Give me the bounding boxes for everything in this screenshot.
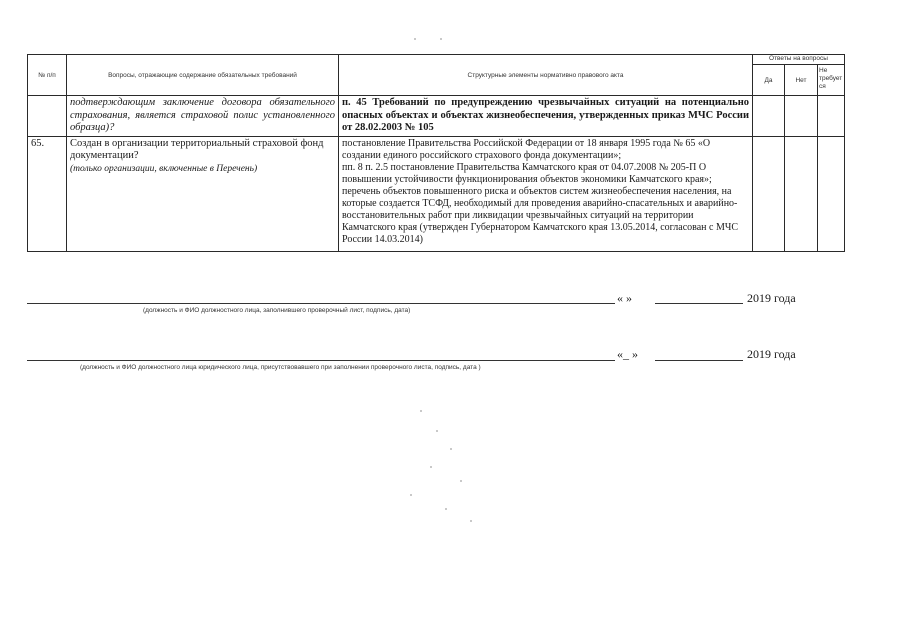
row-question-note: (только организации, включенные в Перечень) [70, 163, 258, 174]
signature-caption: (должность и ФИО должностного лица, заполнившего проверочный лист, подпись, дата) [143, 307, 411, 314]
header-not-required: Не требует ся [818, 65, 845, 96]
table-row [28, 136, 845, 251]
checklist-table [27, 54, 845, 252]
header-yes: Да [753, 65, 785, 96]
signature-line-representative[interactable] [27, 360, 615, 361]
answer-yes-cell[interactable] [753, 136, 785, 251]
row-question-cell [67, 136, 339, 251]
signature-year: 2019 года [747, 347, 796, 361]
legal-element-1: постановление Правительства Российской Федерации от 18 января 1995 года № 65 «О создании единого российского страхового фонда документации»; [342, 137, 711, 161]
row-number: 65. [28, 136, 67, 251]
legal-element-2: пп. 8 п. 2.5 постановление Правительства Камчатского края от 04.07.2008 № 205-П О повышении устойчивости функционирования объектов экономики Камчатского края»; [342, 161, 712, 185]
scan-speck [420, 410, 422, 412]
row-legal-elements: п. 45 Требований по предупреждению чрезвычайных ситуаций на потенциально опасных объектах и объектах жизнеобеспечения, утвержденных приказ МЧС России от 28.02.2003 № 105 [339, 96, 753, 137]
table-row [28, 96, 845, 137]
answer-not-required-cell[interactable] [818, 136, 845, 251]
row-legal-elements-cell [339, 136, 753, 251]
answer-not-required-cell[interactable] [818, 96, 845, 137]
scan-speck [470, 520, 472, 522]
signature-date-line[interactable] [655, 360, 743, 361]
signature-date-line[interactable] [655, 303, 743, 304]
scan-speck [445, 508, 447, 510]
header-row [28, 55, 845, 65]
signature-date-marks: « » [617, 291, 632, 305]
scan-speck [440, 38, 442, 40]
scan-speck [460, 480, 462, 482]
scan-speck [414, 38, 416, 40]
answer-no-cell[interactable] [785, 96, 818, 137]
scan-speck [430, 466, 432, 468]
header-answers: Ответы на вопросы [753, 55, 845, 65]
row-number [28, 96, 67, 137]
header-num: № п/п [28, 55, 67, 96]
scan-speck [450, 448, 452, 450]
signature-line-inspector[interactable] [27, 303, 615, 304]
row-question: подтверждающим заключение договора обязательного страхования, является страховой полис установленного образца)? [67, 96, 339, 137]
signature-year: 2019 года [747, 291, 796, 305]
header-no: Нет [785, 65, 818, 96]
signature-caption: (должность и ФИО должностного лица юридического лица, присутствовавшего при заполнении проверочного листа, подпись, дата ) [80, 364, 481, 371]
legal-element-3: перечень объектов повышенного риска и объектов систем жизнеобеспечения населения, на которые создается ТСФД, необходимый для проведения аварийно-спасательных и аварийно-восстановительных работ при ликвидации чрезвычайных ситуаций на территории Камчатского края (утвержден Губернатором Камчатского края 13.05.2014, согласован с МЧС России 14.03.2014) [342, 185, 739, 245]
signature-date-marks: «_ » [617, 347, 638, 361]
scan-speck [436, 430, 438, 432]
scan-speck [410, 494, 412, 496]
answer-yes-cell[interactable] [753, 96, 785, 137]
header-questions: Вопросы, отражающие содержание обязательных требований [67, 55, 339, 96]
header-elements: Структурные элементы нормативно правового акта [339, 55, 753, 96]
answer-no-cell[interactable] [785, 136, 818, 251]
row-question: Создан в организации территориальный страховой фонд документации? [70, 137, 324, 161]
